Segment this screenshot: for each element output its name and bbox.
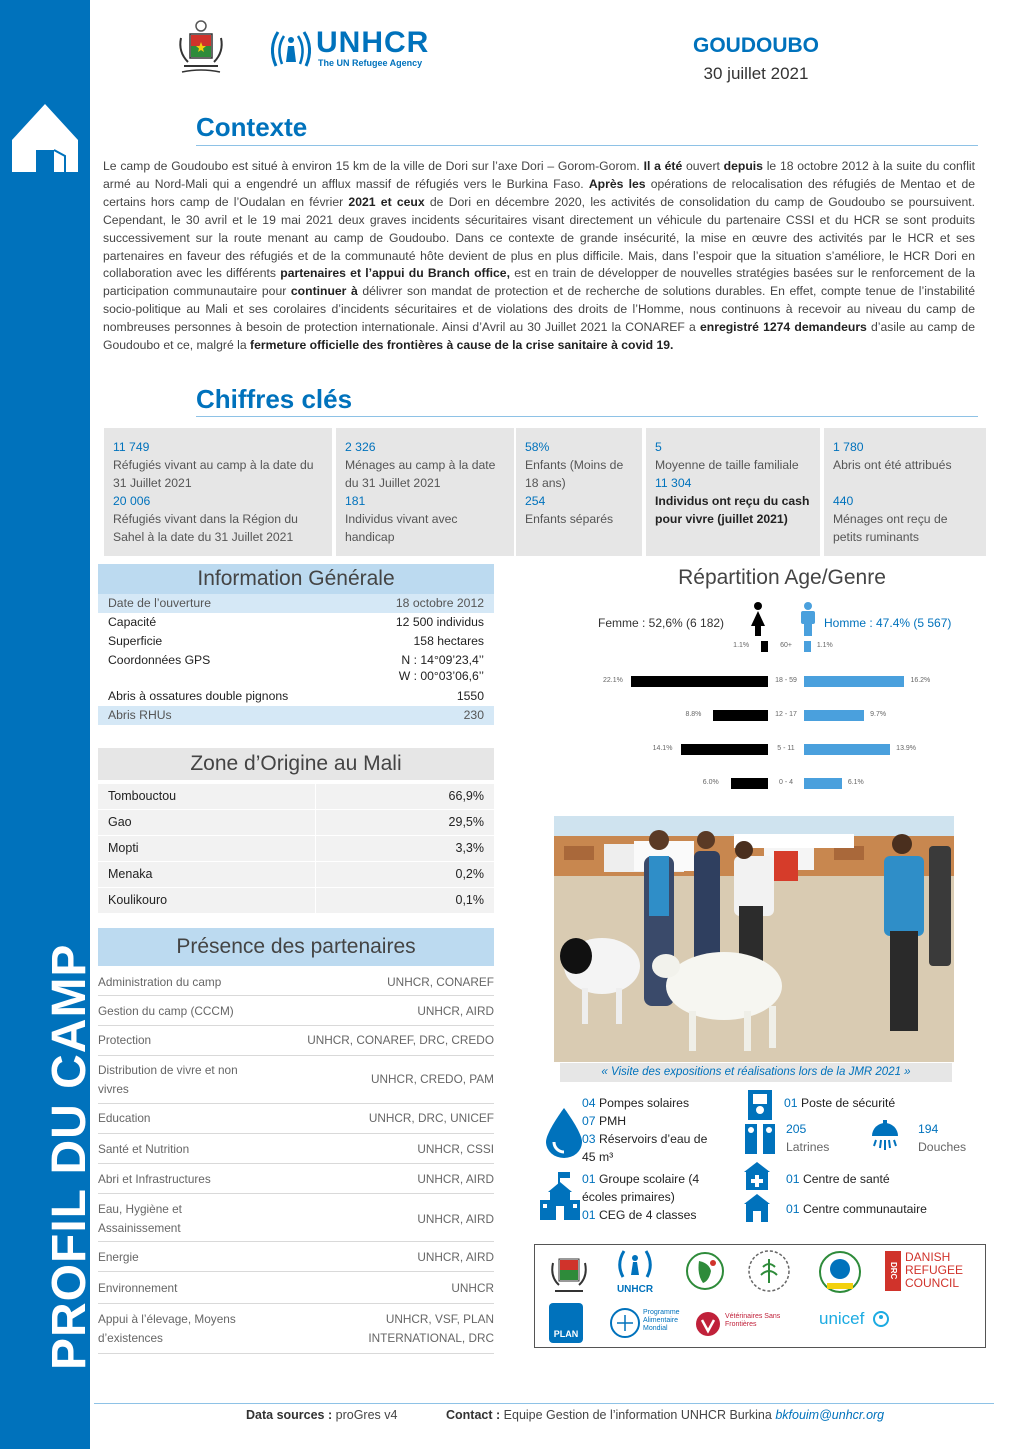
partner-row [98, 1196, 494, 1242]
origin-value: 3,3% [455, 841, 484, 855]
male-value-label: 9.7% [870, 711, 887, 718]
partner-row [98, 1136, 494, 1164]
male-icon [798, 602, 818, 636]
key-figure-family [646, 428, 820, 556]
context-text-run: fermeture officielle des frontières à cause de la crise sanitaire à covid 19. [250, 338, 674, 353]
partner-sector: Education [98, 1111, 151, 1125]
info-label: Abris à ossatures double pignons [108, 689, 289, 703]
male-value-label: 13.9% [896, 745, 917, 752]
security-count: 01 [784, 1096, 798, 1110]
context-text-run: le 18 octobre 2012 à la suite du conflit armé au Nord-Mali qui a engendré un afflux massif de réfugiés vers le Burkina Faso. [103, 159, 975, 191]
kf-separated-label: Enfants séparés [525, 512, 614, 526]
partner-row [98, 1244, 494, 1272]
context-title: Contexte [196, 112, 308, 142]
age-group-label: 5 - 11 [777, 745, 795, 752]
female-bar [631, 676, 768, 687]
latrine-icon [744, 1124, 776, 1154]
wfp-emblem-icon [609, 1307, 641, 1339]
male-value-label: 6.1% [847, 779, 864, 786]
info-label: Coordonnées GPS [108, 653, 211, 667]
unicef-logo-text: unicef [819, 1309, 865, 1328]
origin-value: 29,5% [448, 815, 484, 829]
context-text-run: continuer à [290, 284, 358, 299]
vsf-logo [695, 1311, 805, 1341]
water-label: Pompes solaires [598, 1096, 690, 1110]
origin-value: 0,1% [455, 893, 484, 907]
kf-refugees-camp-number: 11 749 [113, 440, 150, 454]
partner-sector: Environnement [98, 1281, 178, 1295]
security-post-icon [746, 1090, 774, 1120]
footer-contact-value: Equipe Gestion de l’information UNHCR Burkina [503, 1408, 772, 1422]
partner-row [98, 1274, 494, 1304]
origin-label: Tombouctou [108, 789, 177, 803]
context-text-run: de Dori en décembre 2020, les activités de consolidation du camp de Goudoubo se poursuivent. Cependant, le 30 avril et le 19 mai 2021 deux graves incidents sécuritaires visant directement un véhicule du partenaire CSSI et du HCR se sont produits successivement sur la route menant au camp de Goudoubo. Dans ce contexte de grande insécurité, la mise en œuvre des activités par le HCR et ses partenaires en faveur des réfugiés et de la communauté hôte devient de plus en plus difficile. Mais, dans l’espoir que la situation s’améliore, le HCR Dori en collaboration avec les différents [103, 194, 975, 281]
footer-sources-value: proGres v4 [335, 1408, 398, 1422]
origin-row [98, 836, 494, 862]
partner-row [98, 1166, 494, 1194]
kf-shelters-number: 1 780 [833, 440, 864, 454]
wfp-logo [609, 1307, 691, 1341]
kf-refugees-sahel-number: 20 006 [113, 494, 151, 508]
info-row-capacity [98, 613, 494, 632]
male-bar [804, 710, 864, 721]
origin-row [98, 888, 494, 914]
partner-names: UNHCR, VSF, PLAN INTERNATIONAL, DRC [368, 1312, 494, 1345]
kf-handicap-number: 181 [345, 494, 366, 508]
origin-label: Menaka [108, 867, 153, 881]
age-group-label: 0 - 4 [778, 779, 793, 786]
partner-names: UNHCR, CONAREF, DRC, CREDO [307, 1033, 494, 1047]
origin-value: 0,2% [455, 867, 484, 881]
context-text-run: délivrer son mandat de protection et de recherche de solutions durables. En effet, compte tenue de l’instabilité socio-politique au Mali et ses corolaires d’incidents sécuritaires et de violations des droits de l’Homme, nous continuons à recevoir au niveau du camp de nombreuses personnes à besoin de protection internationale. Ainsi d’Avril au 30 Juillet 2021 la CONAREF a [103, 284, 976, 335]
male-legend: Homme : 47.4% (5 567) [824, 616, 952, 630]
water-label: PMH [598, 1114, 627, 1128]
latrines-count: 205 [786, 1122, 807, 1136]
kf-children-number: 58% [525, 440, 550, 454]
kf-ruminants-label: Ménages ont reçu de petits ruminants [833, 512, 948, 544]
age-group-label: 12 - 17 [775, 711, 797, 718]
community-label: Centre communautaire [802, 1202, 927, 1216]
kf-households-number: 2 326 [345, 440, 376, 454]
info-row-area [98, 632, 494, 651]
key-figure-refugees [104, 428, 332, 556]
info-row-gps [98, 651, 494, 687]
key-figures-title: Chiffres clés [196, 384, 353, 414]
event-photo [554, 816, 954, 1062]
origin-row [98, 862, 494, 888]
aird-logo-icon [747, 1249, 791, 1293]
key-figure-shelters [824, 428, 986, 556]
info-value: 1550 [456, 689, 484, 703]
kf-shelters-label: Abris ont été attribués [833, 458, 952, 472]
unhcr-emblem-icon [266, 28, 316, 68]
water-infrastructure [582, 1094, 722, 1166]
context-text-run: Le camp de Goudoubo est situé à environ 15 km de la ville de Dori sur l’axe Dori – Gorom-Gorom. [103, 159, 644, 173]
key-figure-children [516, 428, 642, 556]
age-group-label: 18 - 59 [775, 677, 797, 684]
footer-contact-label: Contact : [446, 1408, 501, 1422]
male-value-label: 16.2% [910, 677, 931, 684]
partner-names: UNHCR, AIRD [417, 1172, 494, 1186]
burkina-faso-emblem-icon [549, 1251, 589, 1297]
origin-label: Mopti [108, 841, 139, 855]
male-bar [804, 641, 811, 652]
female-icon [748, 602, 768, 636]
kf-refugees-camp-label: Réfugiés vivant au camp à la date du 31 Juillet 2021 [113, 458, 314, 490]
water-drop-icon [544, 1106, 584, 1158]
male-value-label: 1.1% [816, 642, 833, 649]
latrines-label: Latrines [786, 1140, 830, 1154]
partner-row [98, 1058, 494, 1104]
context-text-run: ouvert [682, 159, 724, 173]
health-infrastructure [786, 1170, 890, 1188]
female-value-label: 1.1% [733, 642, 750, 649]
kf-households-label: Ménages au camp à la date du 31 Juillet 2021 [345, 458, 496, 490]
water-count: 04 [582, 1096, 596, 1110]
sidebar [0, 0, 96, 1449]
vsf-logo-text: Vétérinaires Sans Frontières [725, 1313, 781, 1328]
kf-cash-number: 11 304 [655, 476, 692, 490]
shower-icon [868, 1120, 902, 1154]
kf-children-label: Enfants (Moins de 18 ans) [525, 458, 624, 490]
context-paragraph [103, 158, 975, 355]
unicef-emblem-icon [873, 1311, 889, 1327]
info-label: Capacité [108, 615, 157, 629]
school-infrastructure [582, 1170, 722, 1224]
male-bar [804, 744, 890, 755]
wfp-logo-text: Programme Alimentaire Mondial [643, 1309, 680, 1332]
partner-logos-box [534, 1244, 986, 1348]
female-value-label: 6.0% [702, 779, 719, 786]
partner-sector: Abri et Infrastructures [98, 1172, 211, 1186]
female-bar [731, 778, 768, 789]
female-bar [713, 710, 768, 721]
kf-cash-label: Individus ont reçu du cash pour vivre (juillet 2021) [655, 494, 810, 526]
partner-sector: Energie [98, 1250, 139, 1264]
info-label: Abris RHUs [108, 708, 172, 722]
vertical-title: PROFIL DU CAMP [43, 943, 96, 1370]
partner-sector: Distribution de vivre et non vivres [98, 1063, 238, 1096]
partner-sector: Santé et Nutrition [98, 1142, 190, 1156]
info-row-opening [98, 594, 494, 613]
context-text-run: Il a été [643, 159, 683, 173]
photo-caption: « Visite des expositions et réalisations lors de la JMR 2021 » [560, 1063, 952, 1082]
partner-names: UNHCR, DRC, UNICEF [368, 1111, 494, 1125]
unhcr-tagline: The UN Refugee Agency [318, 58, 423, 68]
info-row-rhu [98, 706, 494, 725]
info-row-shelters [98, 687, 494, 706]
unhcr-logo-text: UNHCR [616, 1284, 654, 1295]
context-text-run: d’asile au camp de Goudoubo et ce, malgré la [103, 320, 975, 353]
unhcr-emblem-icon [615, 1249, 655, 1279]
school-label: CEG de 4 classes [598, 1208, 697, 1222]
showers-infrastructure [918, 1120, 966, 1156]
origin-zone-title: Zone d’Origine au Mali [98, 748, 494, 780]
partner-row [98, 970, 494, 996]
school-icon [540, 1172, 580, 1220]
health-count: 01 [786, 1172, 800, 1186]
community-center-icon [744, 1194, 770, 1222]
age-group-label: 60+ [780, 642, 792, 649]
unhcr-wordmark: UNHCR [316, 26, 430, 59]
info-value: 158 hectares [413, 634, 484, 648]
showers-count: 194 [918, 1122, 939, 1136]
footer-sources [246, 1408, 397, 1422]
camp-name: GOUDOUBO [693, 34, 819, 57]
unhcr-logo [266, 26, 429, 70]
burkina-faso-emblem-icon [176, 18, 226, 76]
info-label: Date de l’ouverture [108, 596, 211, 610]
partner-row [98, 998, 494, 1026]
footer-email-link[interactable]: bkfouim@unhcr.org [775, 1408, 885, 1422]
school-label: Groupe scolaire (4 écoles primaires) [582, 1172, 700, 1204]
partner-names: UNHCR, AIRD [417, 1212, 494, 1226]
water-count: 07 [582, 1114, 596, 1128]
kf-family-label: Moyenne de taille familiale [655, 458, 799, 472]
context-text-run: partenaires et l’appui du Branch office, [280, 266, 510, 281]
kf-refugees-sahel-label: Réfugiés vivant dans la Région du Sahel à la date du 31 Juillet 2021 [113, 512, 298, 544]
info-label: Superficie [108, 634, 163, 648]
male-bar [804, 778, 842, 789]
footer-contact [446, 1408, 884, 1422]
kf-family-number: 5 [655, 440, 662, 454]
kf-ruminants-number: 440 [833, 494, 854, 508]
kf-handicap-label: Individus vivant avec handicap [345, 512, 458, 544]
unhcr-partner-logo [609, 1249, 661, 1295]
female-bar [761, 641, 768, 652]
female-value-label: 14.1% [652, 745, 673, 752]
partner-sector: Administration du camp [98, 975, 222, 989]
partner-row [98, 1028, 494, 1056]
cssi-logo-icon [817, 1249, 863, 1295]
water-count: 03 [582, 1132, 596, 1146]
info-value-2: W : 00°03’06,6’’ [398, 669, 484, 683]
kf-separated-number: 254 [525, 494, 546, 508]
partner-names: UNHCR, CONAREF [387, 975, 494, 989]
camp-house-icon [10, 100, 80, 172]
key-figure-households [336, 428, 514, 556]
pyramid-title: Répartition Age/Genre [678, 566, 886, 589]
male-bar [804, 676, 904, 687]
context-text-run: depuis [723, 159, 763, 173]
drc-logo-text: DANISH REFUGEE COUNCIL [905, 1250, 964, 1290]
partner-names: UNHCR, CSSI [417, 1142, 494, 1156]
female-value-label: 22.1% [602, 677, 623, 684]
context-text-run: opérations de relocalisation des réfugiés de Mentao et de certains hors camp de l’Oudalan en février [103, 176, 976, 209]
info-value: N : 14°09’23,4’’ [401, 653, 484, 667]
partner-names: UNHCR [451, 1281, 494, 1295]
health-center-icon [744, 1162, 770, 1190]
footer-sources-label: Data sources : [246, 1408, 333, 1422]
partner-names: UNHCR, CREDO, PAM [371, 1072, 494, 1086]
vsf-emblem-icon [695, 1311, 721, 1337]
health-label: Centre de santé [802, 1172, 890, 1186]
showers-label: Douches [918, 1140, 967, 1154]
origin-label: Koulikouro [108, 893, 168, 907]
origin-row [98, 784, 494, 810]
context-rule [196, 145, 978, 146]
water-label: Réservoirs d’eau de 45 m³ [582, 1132, 708, 1164]
context-text-run: 2021 et ceux [348, 194, 425, 209]
partners-title: Présence des partenaires [98, 928, 494, 966]
partner-sector: Gestion du camp (CCCM) [98, 1004, 234, 1018]
security-label: Poste de sécurité [800, 1096, 896, 1110]
female-bar [681, 744, 768, 755]
security-infrastructure [784, 1094, 895, 1112]
context-text-run: enregistré 1274 demandeurs [699, 320, 867, 335]
drc-logo-mark: DRC [885, 1251, 901, 1291]
partner-sector: Eau, Hygiène et Assainissement [98, 1202, 182, 1235]
community-count: 01 [786, 1202, 800, 1216]
context-text-run: Après les [588, 176, 646, 191]
origin-label: Gao [108, 815, 132, 829]
partner-names: UNHCR, AIRD [417, 1004, 494, 1018]
info-value: 18 octobre 2012 [395, 596, 484, 610]
drc-logo [885, 1251, 985, 1295]
partner-sector: Appui à l’élevage, Moyens d’existences [98, 1312, 236, 1345]
conaref-logo-icon [685, 1251, 725, 1291]
general-info-title: Information Générale [98, 564, 494, 594]
info-value: 12 500 individus [395, 615, 484, 629]
key-figures-rule [196, 416, 978, 417]
footer-rule [94, 1403, 994, 1404]
female-legend: Femme : 52,6% (6 182) [598, 616, 725, 630]
unicef-logo [819, 1309, 899, 1343]
school-count: 01 [582, 1172, 596, 1186]
report-date: 30 juillet 2021 [703, 64, 809, 83]
latrines-infrastructure [786, 1120, 829, 1156]
context-text-run: est en train de développer de nouvelles stratégies basées sur le renforcement de la participation communautaire pour [103, 266, 975, 299]
partner-sector: Protection [98, 1033, 152, 1047]
info-value: 230 [463, 708, 484, 722]
female-value-label: 8.8% [685, 711, 702, 718]
community-infrastructure [786, 1200, 927, 1218]
origin-row [98, 810, 494, 836]
partner-row [98, 1306, 494, 1354]
school-count: 01 [582, 1208, 596, 1222]
partner-names: UNHCR, AIRD [417, 1250, 494, 1264]
plan-logo: PLAN [549, 1303, 583, 1343]
partner-row [98, 1106, 494, 1134]
origin-value: 66,9% [448, 789, 484, 803]
